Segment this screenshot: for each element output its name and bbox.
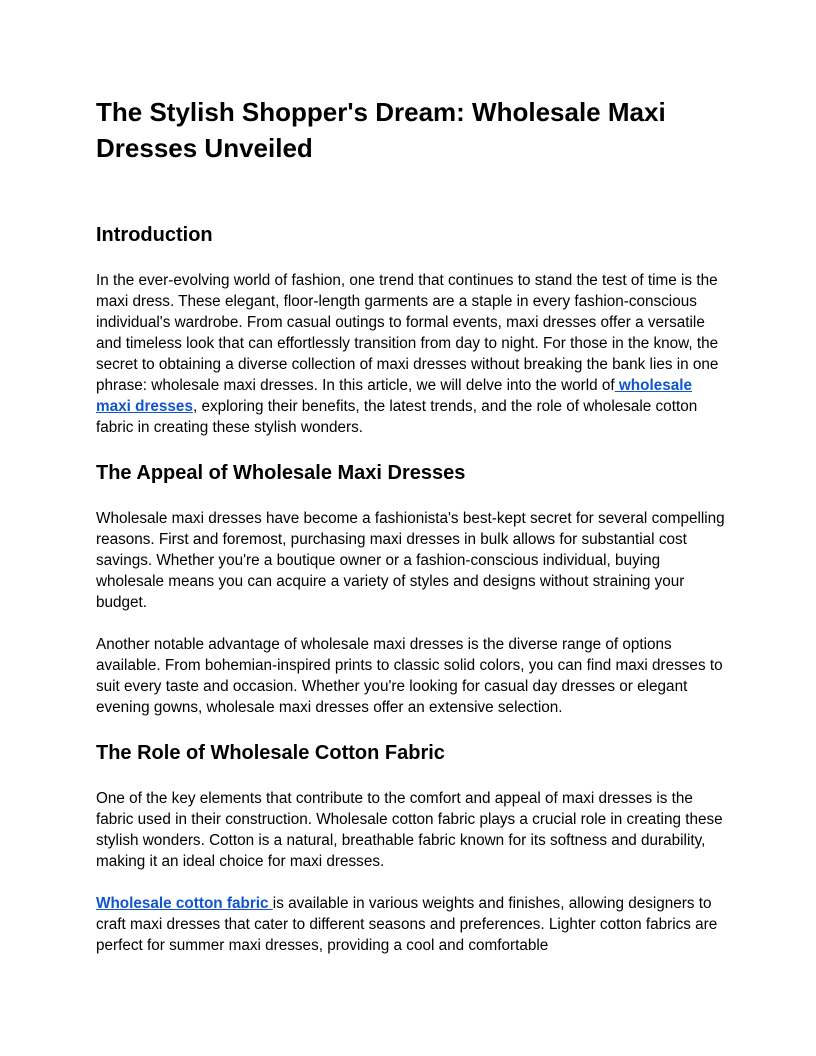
heading-introduction: Introduction — [96, 224, 213, 246]
cotton-paragraph-2 — [96, 893, 726, 956]
intro-paragraph — [96, 270, 726, 438]
cotton-paragraph-1: One of the key elements that contribute to the comfort and appeal of maxi dresses is the fabric used in their construction. Wholesale cotton fabric plays a crucial role in creating these stylish wonders. Cotton is a natural, breathable fabric known for its softness and durability, making it an ideal choice for maxi dresses. — [96, 790, 723, 870]
heading-appeal: The Appeal of Wholesale Maxi Dresses — [96, 462, 466, 484]
wholesale-maxi-dresses-link[interactable]: wholesale maxi dresses — [96, 377, 693, 415]
intro-text-before-link: In the ever-evolving world of fashion, one trend that continues to stand the test of time is the maxi dress. These elegant, floor-length garments are a staple in every fashion-conscious individual's wardrobe. From casual outings to formal events, maxi dresses offer a versatile and timeless look that can effortlessly transition from day to night. For those in the know, the secret to obtaining a diverse collection of maxi dresses without breaking the bank lies in one phrase: wholesale maxi dresses. In this article, we will delve into the world of — [96, 272, 719, 394]
heading-cotton-fabric: The Role of Wholesale Cotton Fabric — [96, 742, 445, 764]
wholesale-cotton-fabric-link[interactable]: Wholesale cotton fabric — [96, 895, 273, 912]
page-title: The Stylish Shopper's Dream: Wholesale Maxi Dresses Unveiled — [96, 97, 666, 163]
appeal-paragraph-2: Another notable advantage of wholesale maxi dresses is the diverse range of options available. From bohemian-inspired prints to classic solid colors, you can find maxi dresses to suit every taste and occasion. Whether you're looking for casual day dresses or elegant evening gowns, wholesale maxi dresses offer an extensive selection. — [96, 636, 723, 716]
intro-text-after-link: , exploring their benefits, the latest trends, and the role of wholesale cotton fabric in creating these stylish wonders. — [96, 398, 698, 436]
cotton-paragraph-2-text: is available in various weights and finishes, allowing designers to craft maxi dresses that cater to different seasons and preferences. Lighter cotton fabrics are perfect for summer maxi dresses, providing a cool and comfortable — [96, 895, 718, 954]
appeal-paragraph-1: Wholesale maxi dresses have become a fashionista's best-kept secret for several compelling reasons. First and foremost, purchasing maxi dresses in bulk allows for substantial cost savings. Whether you're a boutique owner or a fashion-conscious individual, buying wholesale means you can acquire a variety of styles and designs without straining your budget. — [96, 510, 725, 611]
